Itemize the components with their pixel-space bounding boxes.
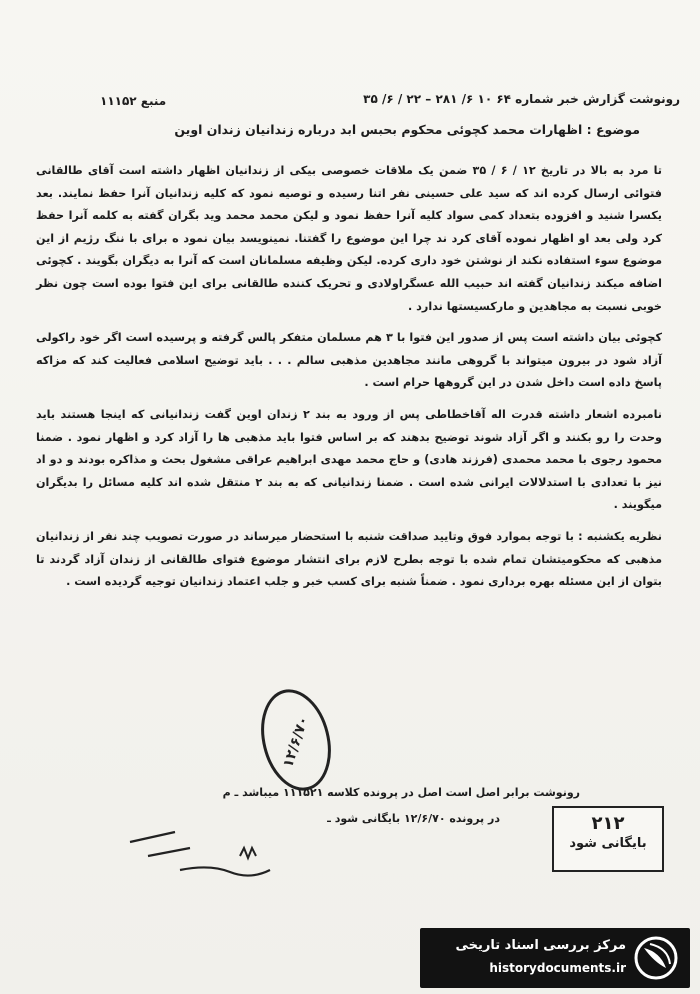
body-paragraph-1: تا مرد به بالا در تاریخ ۱۲ / ۶ / ۳۵ ضمن یک ملاقات خصوصی بیکی از زندانیان اظهار داشته است آقای طالقانی فتوائی ارسال کرده اند که سید علی حسینی نفر اتنا رسیده و توصیه نمود که کلیه زندانیان آنرا حفظ نمایند. بعد یکسرا شنید و افزوده بتعداد کمی سواد کلیه آنرا حفظ نمود و لیکن محمد محمد وید بگران گفته به کلمه آنرا حفظ کرد ولی بعد او اظهار نموده آقای کرد ند چرا این موضوع را گفتنا. نمینویسد بیان نمود ه برای با ننگ رژیم از این موضوع سوء استفاده نکند از نوشتن خود داری کرده. لیکن وظیفه مسلمانان است که آنرا به دیگران بگویند . کچوئی اضافه میکند زندانیان گفته اند حبیب الله عسگراولادی و تحریک کننده طالقانی برای این فتوا بوده است چون نظر خوبی نسبت به مجاهدین و مارکسیستها ندارد . (36, 164, 662, 313)
source-number: منبع ۱۱۱۵۲ (100, 94, 167, 108)
stamp-text: بایگانی شود (569, 836, 647, 851)
seal-text: ۱۲/۶/۷۰ (280, 714, 312, 770)
stamp-number: ۲۱۲ (591, 813, 625, 834)
copy-certification: رونوشت برابر اصل است اصل در پرونده کلاسه ۱۱۱۵۲۱ میباشد ـ م (222, 786, 580, 799)
handwritten-seal (250, 682, 342, 802)
watermark (420, 928, 690, 988)
signature-scribble (120, 820, 290, 890)
body-paragraph-4: نظریه یکشنبه : با توجه بموارد فوق وتایید صداقت شنبه با استحضار میرساند در صورت تصویب چند نفر از زندانیان مذهبی که محکومیتشان تمام شده با توجه بطرح لازم برای انتشار موضوع فتوای طالقانی از زندان آزاد گردند تا بتوان از این مسئله بهره برداری نمود . ضمناً شنبه برای کسب خبر و جلب اعتماد زندانیان توجیه گردیده است . (36, 529, 662, 589)
archive-stamp (552, 806, 664, 872)
subject-line: موضوع : اظهارات محمد کچوئی محکوم بحبس ابد درباره زندانیان زندان اوین (174, 122, 640, 137)
watermark-url: historydocuments.ir (489, 961, 626, 975)
report-body (36, 160, 662, 603)
watermark-logo-icon (632, 934, 680, 982)
watermark-title: مرکز بررسی اسناد تاریخی (455, 938, 626, 953)
report-reference: رونوشت گزارش خبر شماره ۶۴ ۱۰ ۶/ ۲۸۱ – ۲۲ / ۶/ ۳۵ (363, 92, 680, 106)
body-paragraph-3: نامبرده اشعار داشته قدرت اله آقاخطاطی پس از ورود به بند ۲ زندان اوین گفت زندانیانی که اینجا هستند باید وحدت را رو بکنند و اگر آزاد شوند توضیح بدهند که بر اساس فتوا باید مذهبی ها را آزاد کرد و اظهار نمود . ضمنا محمود رجوی با محمد محمدی (فرزند هادی) و حاج محمد مهدی ابراهیم عراقی مشغول بحث و مذاکره بودند و دو اد نیز با تعدادی با استدلالات ایرانی شده است . ضمنا زندانیانی که به بند ۲ منتقل شده اند کلیه مسائل را بدیگران میگویند . (36, 407, 662, 512)
seal-drawing (250, 682, 342, 802)
archive-note: در پرونده ۱۲/۶/۷۰ بایگانی شود ـ (327, 812, 500, 825)
body-paragraph-2: کچوئی بیان داشته است پس از صدور این فتوا با ۳ هم مسلمان متفکر پالس گرفته و پرسیده است اگر خود راکولی آزاد شود در بیرون میتواند با گروهی مانند مجاهدین مذهبی سالم . . . باید توضیح اسلامی فعالیت کند که مزاکه پاسخ داده است داخل شدن در این گروهها حرام است . (36, 331, 662, 390)
